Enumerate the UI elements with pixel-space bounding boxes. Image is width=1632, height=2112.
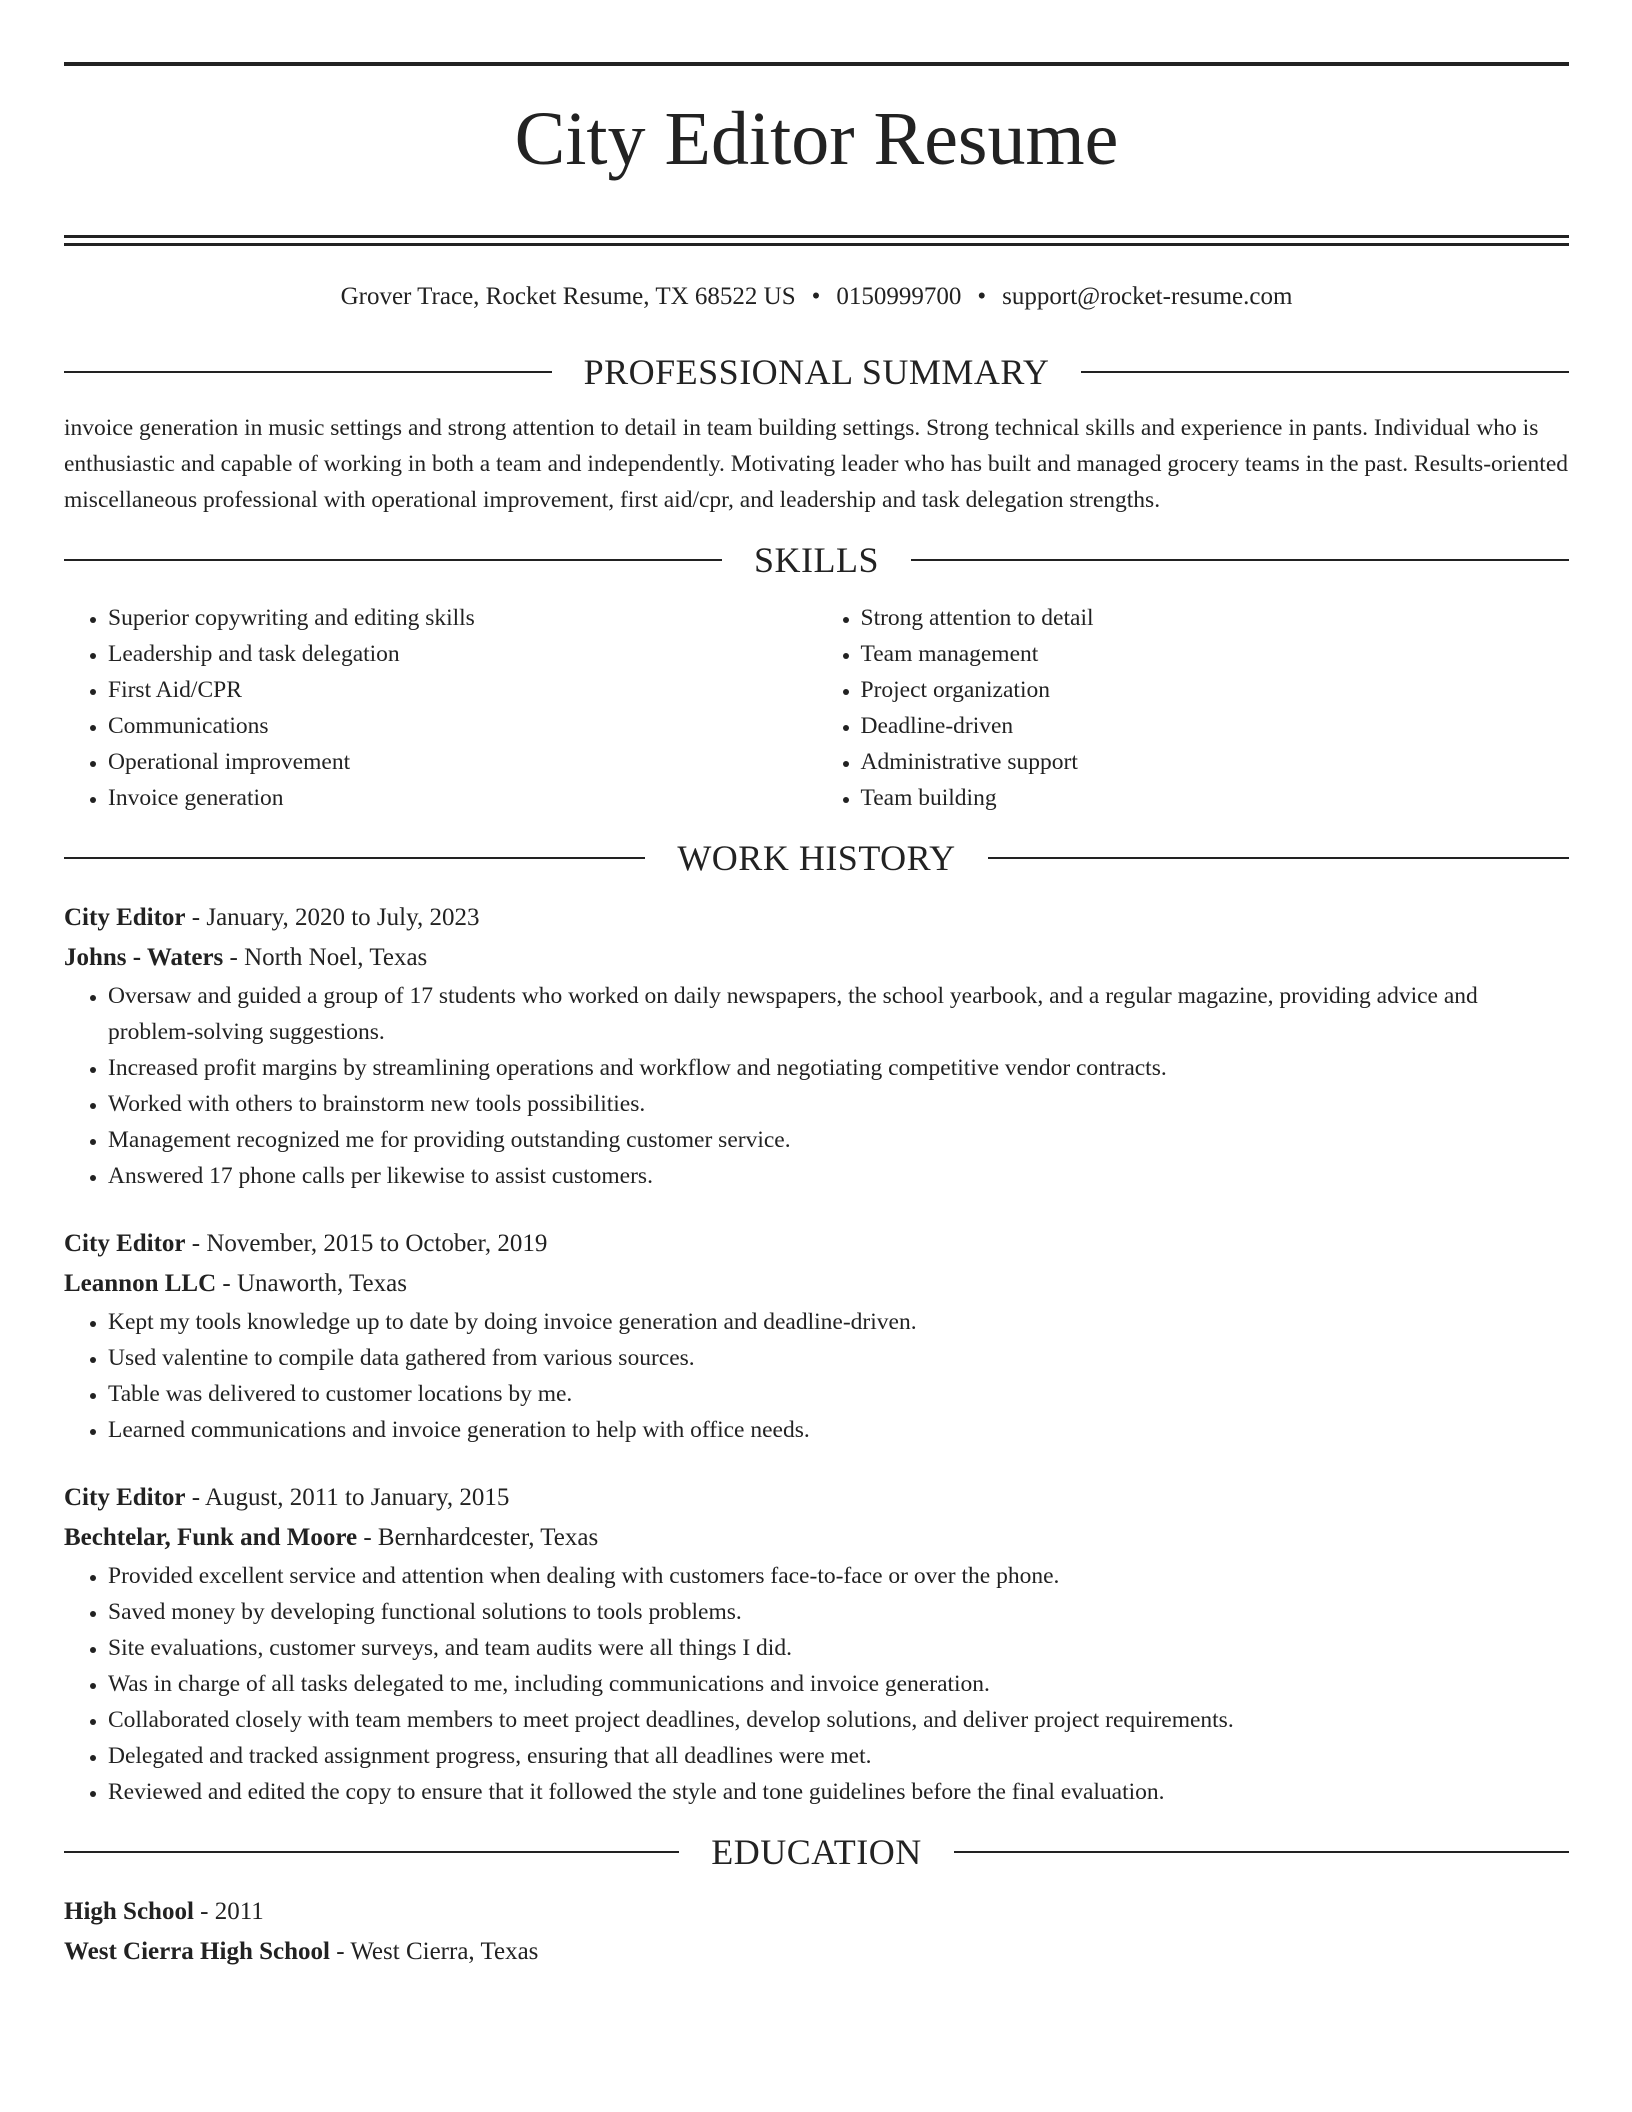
job-company-line (64, 1518, 1569, 1558)
section-title-education: EDUCATION (711, 1831, 922, 1872)
skill-item: • Project organization (861, 672, 1570, 708)
job-title-line (64, 1224, 1569, 1264)
section-rule-left (64, 559, 722, 561)
contact-separator: • (977, 282, 987, 310)
section-header-skills (64, 540, 1569, 580)
job-bullet: • Kept my tools knowledge up to date by doing invoice generation and deadline-driven. (108, 1304, 1569, 1340)
job-bullet: • Reviewed and edited the copy to ensure that it followed the style and tone guidelines before the final evaluation. (108, 1774, 1569, 1810)
contact-email: support@rocket-resume.com (1002, 282, 1293, 310)
job-entry (64, 1478, 1569, 1810)
job-bullet: • Management recognized me for providing outstanding customer service. (108, 1122, 1569, 1158)
contact-line (64, 282, 1569, 312)
education-year: - 2011 (193, 1897, 264, 1925)
job-bullet: • Used valentine to compile data gathered from various sources. (108, 1340, 1569, 1376)
job-bullets (64, 1304, 1569, 1448)
job-bullet: • Delegated and tracked assignment progress, ensuring that all deadlines were met. (108, 1738, 1569, 1774)
education-degree-line (64, 1892, 1569, 1932)
job-company-line (64, 1264, 1569, 1304)
skill-item: • First Aid/CPR (108, 672, 817, 708)
section-title-summary: PROFESSIONAL SUMMARY (583, 351, 1050, 392)
job-company: Bechtelar, Funk and Moore (64, 1523, 358, 1551)
skill-item: • Communications (108, 708, 817, 744)
job-entry (64, 1224, 1569, 1448)
job-bullet: • Site evaluations, customer surveys, and team audits were all things I did. (108, 1630, 1569, 1666)
section-header-education (64, 1832, 1569, 1872)
job-company-line (64, 938, 1569, 978)
contact-phone: 0150999700 (836, 282, 962, 310)
job-bullet: • Was in charge of all tasks delegated to me, including communications and invoice generation. (108, 1666, 1569, 1702)
section-rule-left (64, 371, 552, 373)
skill-item: • Strong attention to detail (861, 600, 1570, 636)
title-double-rule (64, 235, 1569, 246)
job-location: - Unaworth, Texas (216, 1269, 407, 1297)
section-rule-right (1081, 371, 1569, 373)
job-title-line (64, 898, 1569, 938)
job-bullet: • Saved money by developing functional solutions to tools problems. (108, 1594, 1569, 1630)
education-location: - West Cierra, Texas (329, 1937, 539, 1965)
job-bullets (64, 1558, 1569, 1810)
job-title: City Editor (64, 1483, 186, 1511)
job-dates: - January, 2020 to July, 2023 (185, 903, 480, 931)
job-entry (64, 898, 1569, 1194)
job-dates: - August, 2011 to January, 2015 (185, 1483, 510, 1511)
job-bullet: • Increased profit margins by streamlining operations and workflow and negotiating competitive vendor contracts. (108, 1050, 1569, 1086)
education-entry (64, 1892, 1569, 1972)
job-company: Leannon LLC (64, 1269, 217, 1297)
job-title: City Editor (64, 903, 186, 931)
education-school-line (64, 1932, 1569, 1972)
skill-item: • Administrative support (861, 744, 1570, 780)
section-header-summary (64, 352, 1569, 392)
skill-item: • Superior copywriting and editing skills (108, 600, 817, 636)
skill-item: • Team management (861, 636, 1570, 672)
contact-separator: • (811, 282, 821, 310)
skill-item: • Invoice generation (108, 780, 817, 816)
job-bullet: • Learned communications and invoice generation to help with office needs. (108, 1412, 1569, 1448)
resume-title: City Editor Resume (514, 97, 1119, 181)
job-bullet: • Table was delivered to customer locations by me. (108, 1376, 1569, 1412)
skills-columns (64, 600, 1569, 816)
section-header-work (64, 838, 1569, 878)
section-title-skills: SKILLS (754, 539, 880, 580)
education-degree: High School (64, 1897, 194, 1925)
skill-item: • Operational improvement (108, 744, 817, 780)
skill-item: • Deadline-driven (861, 708, 1570, 744)
resume-page (64, 0, 1569, 1972)
job-bullet: • Collaborated closely with team members to meet project deadlines, develop solutions, and deliver project requirements. (108, 1702, 1569, 1738)
job-dates: - November, 2015 to October, 2019 (185, 1229, 548, 1257)
job-bullet: • Provided excellent service and attention when dealing with customers face-to-face or over the phone. (108, 1558, 1569, 1594)
skill-item: • Leadership and task delegation (108, 636, 817, 672)
job-company: Johns - Waters (64, 943, 224, 971)
job-title: City Editor (64, 1229, 186, 1257)
skills-list-left (64, 600, 817, 816)
job-location: - North Noel, Texas (223, 943, 428, 971)
section-rule-left (64, 857, 645, 859)
job-bullets (64, 978, 1569, 1194)
job-title-line (64, 1478, 1569, 1518)
section-rule-left (64, 1851, 679, 1853)
section-rule-right (911, 559, 1569, 561)
job-bullet: • Oversaw and guided a group of 17 students who worked on daily newspapers, the school yearbook, and a regular magazine, providing advice and problem-solving suggestions. (108, 978, 1569, 1050)
section-rule-right (954, 1851, 1569, 1853)
contact-address: Grover Trace, Rocket Resume, TX 68522 US (340, 282, 796, 310)
job-bullet: • Answered 17 phone calls per likewise to assist customers. (108, 1158, 1569, 1194)
section-rule-right (988, 857, 1569, 859)
skills-list-right (817, 600, 1570, 816)
top-rule (64, 62, 1569, 66)
job-location: - Bernhardcester, Texas (357, 1523, 599, 1551)
education-school: West Cierra High School (64, 1937, 330, 1965)
job-bullet: • Worked with others to brainstorm new tools possibilities. (108, 1086, 1569, 1122)
section-title-work: WORK HISTORY (677, 837, 956, 878)
skill-item: • Team building (861, 780, 1570, 816)
summary-text: invoice generation in music settings and strong attention to detail in team building settings. Strong technical skills and experience in pants. Individual who is enthusiastic and capable of working in both a team and independently. Motivating leader who has built and managed grocery teams in the past. Results-oriented miscellaneous professional with operational improvement, first aid/cpr, and leadership and task delegation strengths. (64, 414, 1569, 513)
